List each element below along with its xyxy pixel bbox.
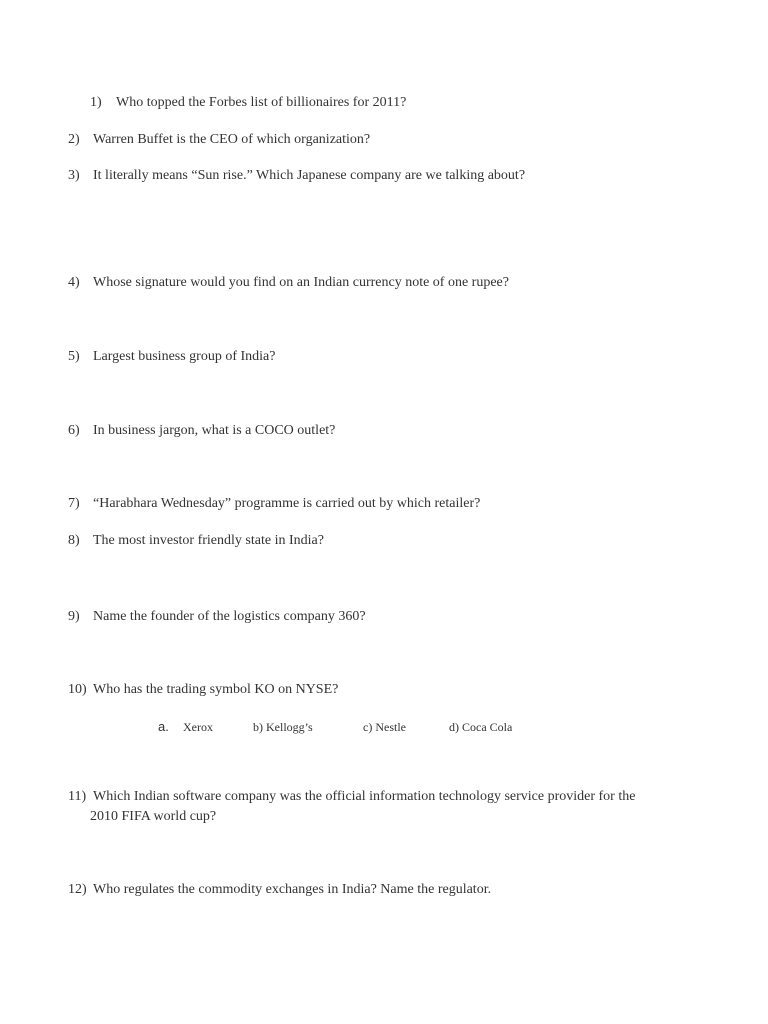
option-d: d) Coca Cola xyxy=(449,720,513,734)
option-a-marker: a. xyxy=(158,719,169,734)
question-text: It literally means “Sun rise.” Which Japanese company are we talking about? xyxy=(93,168,526,183)
question-8 xyxy=(68,532,324,550)
question-text: Which Indian software company was the official information technology service provider for the xyxy=(93,789,636,804)
question-number: 10) xyxy=(68,682,87,697)
option-b: b) Kellogg’s xyxy=(253,720,313,734)
question-7 xyxy=(68,495,480,513)
question-text: Name the founder of the logistics company 360? xyxy=(93,609,366,624)
option-c: c) Nestle xyxy=(363,720,406,734)
question-2 xyxy=(68,131,370,149)
question-number: 7) xyxy=(68,496,80,511)
question-text-line-2: 2010 FIFA world cup? xyxy=(90,809,217,824)
question-6 xyxy=(68,422,335,440)
question-number: 11) xyxy=(68,789,87,804)
question-1 xyxy=(90,94,406,112)
question-text: Largest business group of India? xyxy=(93,349,276,364)
question-text: In business jargon, what is a COCO outlet? xyxy=(93,423,336,438)
question-number: 1) xyxy=(90,95,102,110)
question-number: 12) xyxy=(68,882,87,897)
option-a-text: Xerox xyxy=(183,720,213,734)
question-text: Who regulates the commodity exchanges in India? Name the regulator. xyxy=(93,882,492,897)
question-number: 4) xyxy=(68,275,80,290)
question-number: 2) xyxy=(68,132,80,147)
question-number: 8) xyxy=(68,533,80,548)
question-5 xyxy=(68,348,275,366)
question-text: Who has the trading symbol KO on NYSE? xyxy=(93,682,339,697)
question-text: “Harabhara Wednesday” programme is carried out by which retailer? xyxy=(93,496,481,511)
question-11-continuation xyxy=(90,808,216,826)
question-11 xyxy=(68,788,635,806)
question-number: 9) xyxy=(68,609,80,624)
question-12 xyxy=(68,881,491,899)
question-number: 5) xyxy=(68,349,80,364)
question-text: Whose signature would you find on an Indian currency note of one rupee? xyxy=(93,275,509,290)
question-text: Warren Buffet is the CEO of which organization? xyxy=(93,132,371,147)
question-number: 3) xyxy=(68,168,80,183)
question-text: Who topped the Forbes list of billionaires for 2011? xyxy=(116,95,407,110)
question-10 xyxy=(68,681,338,699)
question-9 xyxy=(68,608,366,626)
question-text: The most investor friendly state in India? xyxy=(93,533,324,548)
question-3 xyxy=(68,167,525,185)
question-4 xyxy=(68,274,509,292)
question-number: 6) xyxy=(68,423,80,438)
